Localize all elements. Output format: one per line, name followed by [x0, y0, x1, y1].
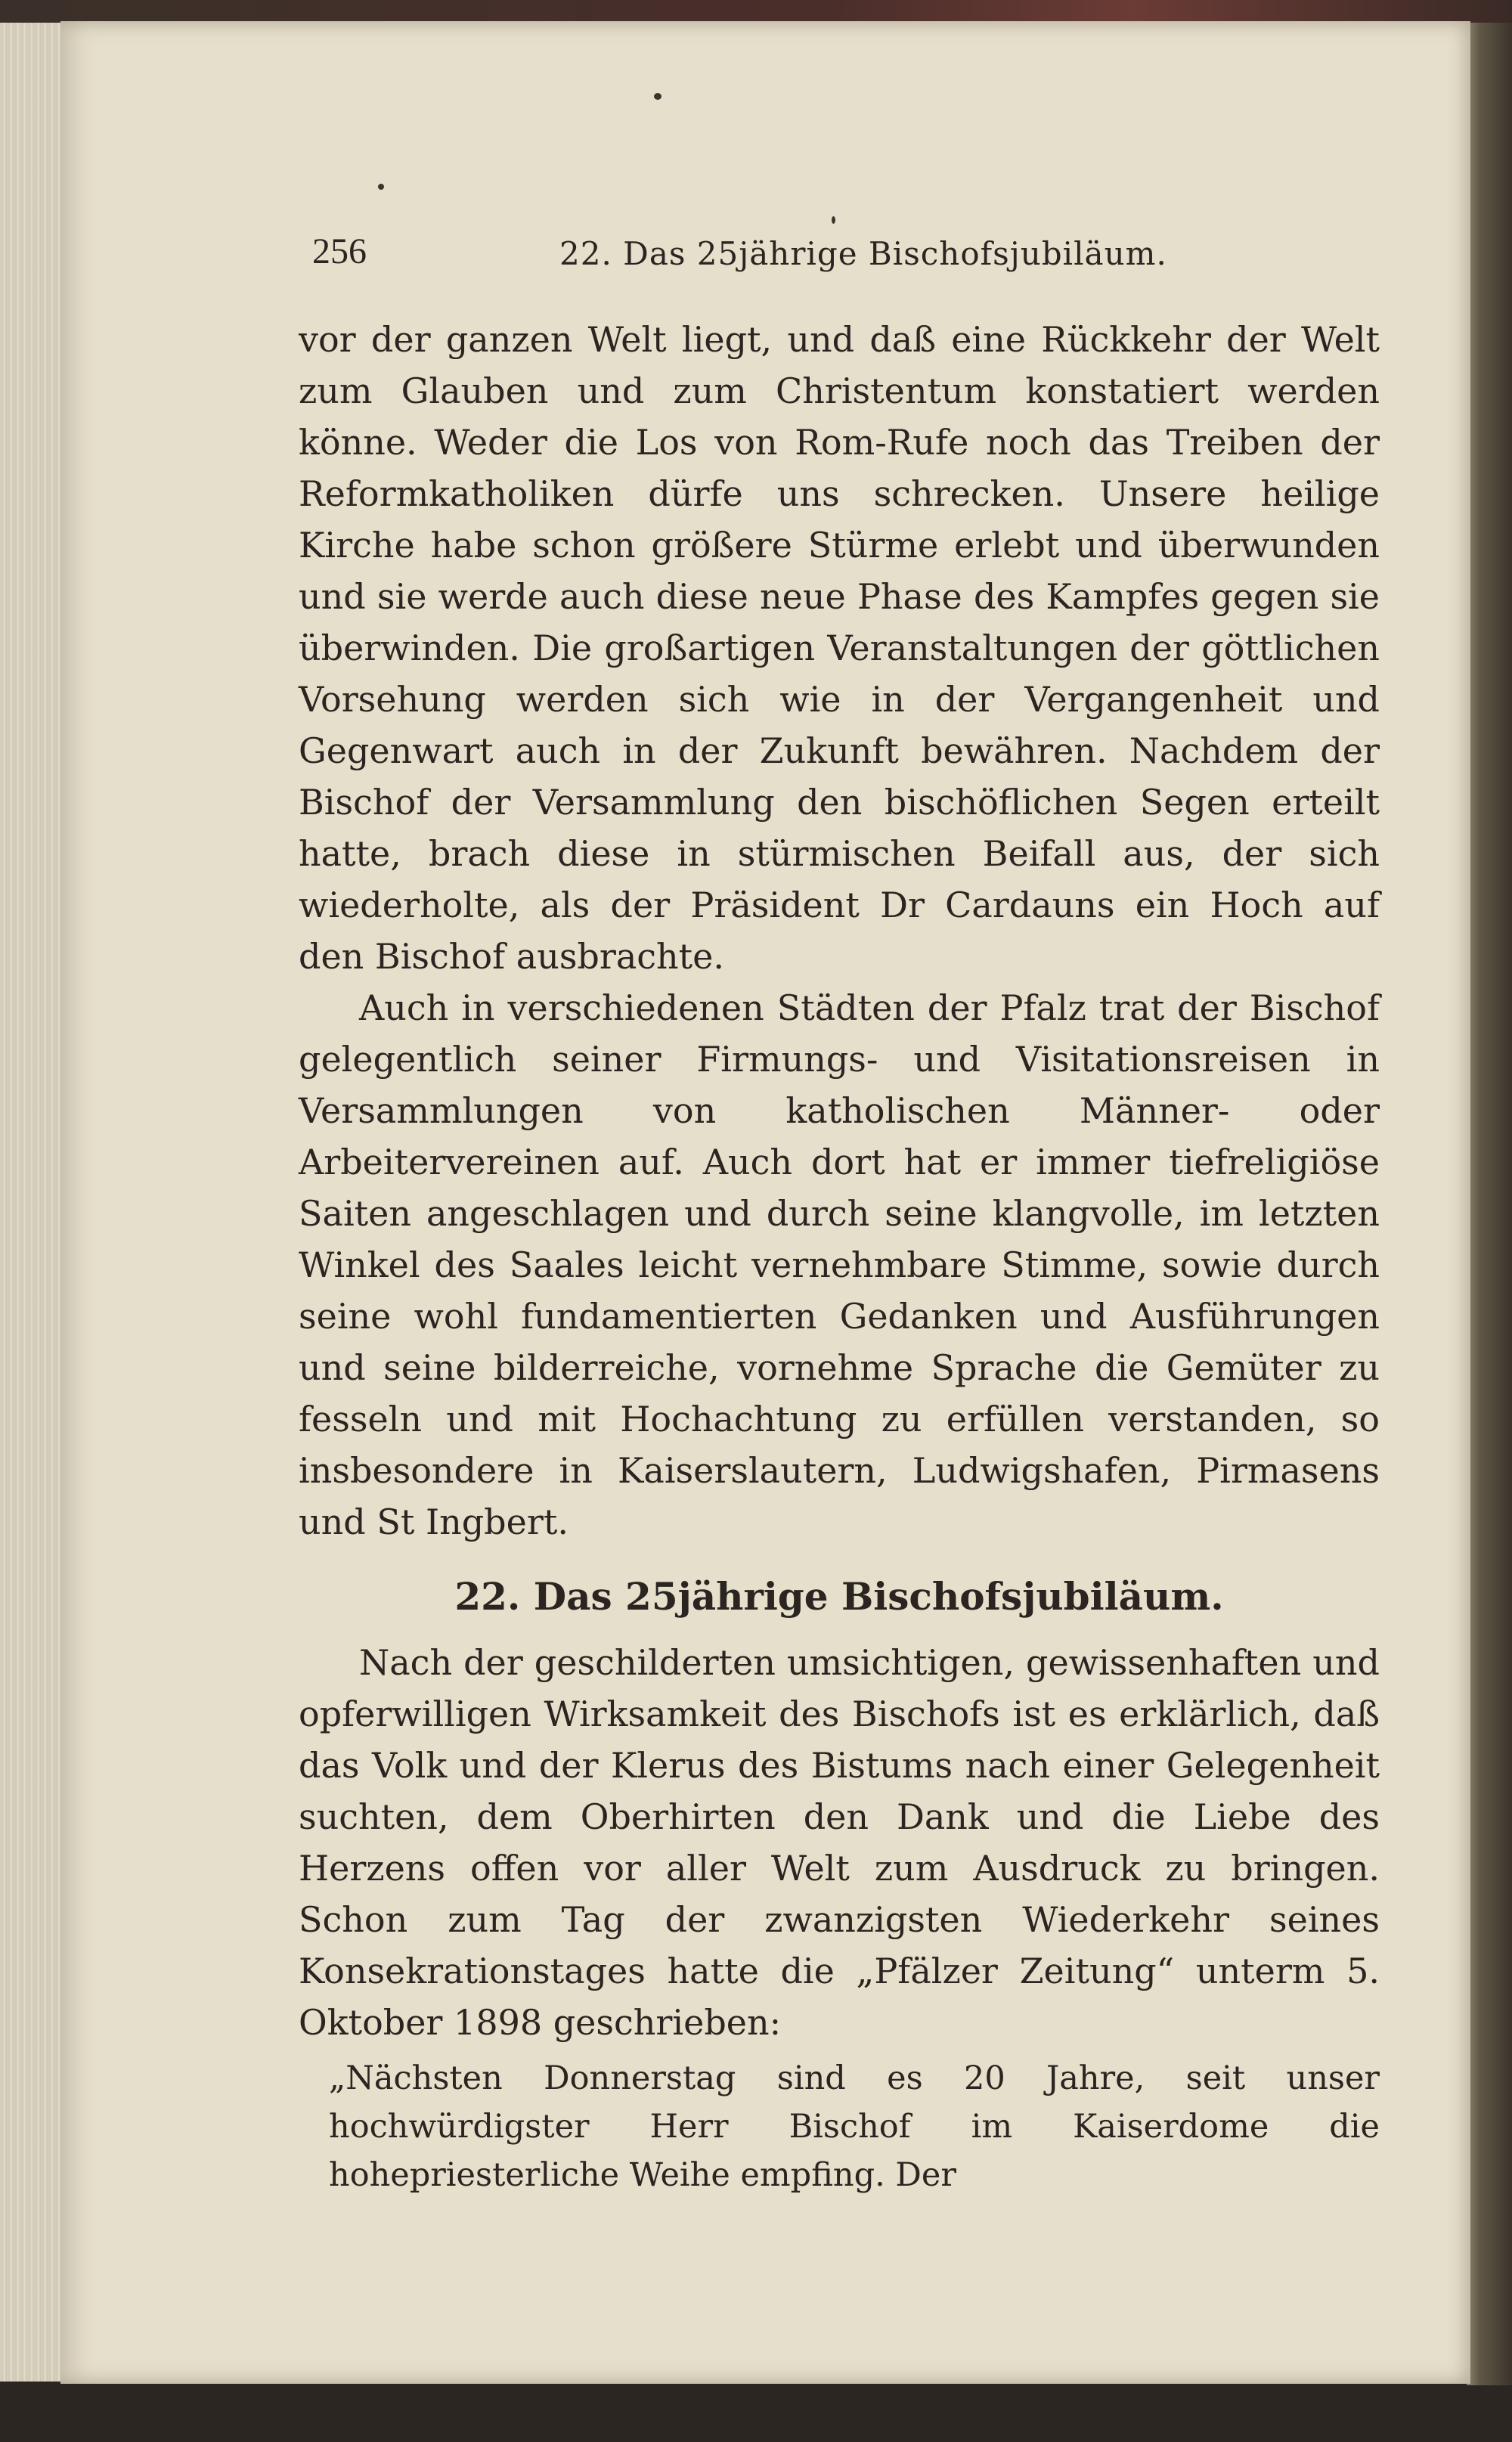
ink-speck	[654, 93, 662, 100]
quotation: „Nächsten Donnerstag sind es 20 Jahre, seit unser hochwürdigster Herr Bischof im Kaiserdome die hohepriesterliche Weihe empfing. Der	[329, 2059, 1380, 2194]
paragraph: vor der ganzen Welt liegt, und daß eine Rückkehr der Welt zum Glauben und zum Christentum konstatiert werden könne. Weder die Los von Rom-Rufe noch das Treiben der Reformkatholiken dürfe uns schrecken. Unsere heilige Kirche habe schon größere Stürme erlebt und überwunden und sie werde auch diese neue Phase des Kampfes gegen sie überwinden. Die großartigen Veranstaltungen der göttlichen Vorsehung werden sich wie in der Vergangenheit und Gegenwart auch in der Zukunft bewähren. Nachdem der Bischof der Versammlung den bischöflichen Segen erteilt hatte, brach diese in stürmischen Beifall aus, der sich wiederholte, als der Präsident Dr Cardauns ein Hoch auf den Bischof ausbrachte.	[299, 319, 1380, 977]
page-number: 256	[312, 231, 367, 271]
running-header	[299, 231, 1380, 284]
running-title: 22. Das 25jährige Bischofsjubiläum.	[559, 235, 1167, 272]
ink-speck	[832, 216, 835, 224]
paragraph: Auch in verschiedenen Städten der Pfalz trat der Bischof gelegentlich seiner Firmungs- und Visitationsreisen in Versammlungen von katholischen Männer- oder Arbeitervereinen auf. Auch dort hat er immer tiefreligiöse Saiten angeschlagen und durch seine klangvolle, im letzten Winkel des Saales leicht vernehmbare Stimme, sowie durch seine wohl fundamentierten Gedanken und Ausführungen und seine bilderreiche, vornehme Sprache die Gemüter zu fesseln und mit Hochachtung zu erfüllen verstanden, so insbesondere in Kaiserslautern, Ludwigshafen, Pirmasens und St Ingbert.	[299, 987, 1380, 1542]
ink-speck	[378, 184, 384, 190]
book-cover-right	[1467, 23, 1512, 2404]
page-content	[299, 231, 1380, 2199]
section-heading: 22. Das 25jährige Bischofsjubiläum.	[454, 1574, 1224, 1619]
background-bottom	[0, 2385, 1512, 2442]
paragraph: Nach der geschilderten umsichtigen, gewissenhaften und opferwilligen Wirksamkeit des Bischofs ist es erklärlich, daß das Volk und der Klerus des Bistums nach einer Gelegenheit suchten, dem Oberhirten den Dank und die Liebe des Herzens offen vor aller Welt zum Ausdruck zu bringen. Schon zum Tag der zwanzigsten Wiederkehr seines Konsekrationstages hatte die „Pfälzer Zeitung“ unterm 5. Oktober 1898 geschrieben:	[299, 1642, 1380, 2043]
